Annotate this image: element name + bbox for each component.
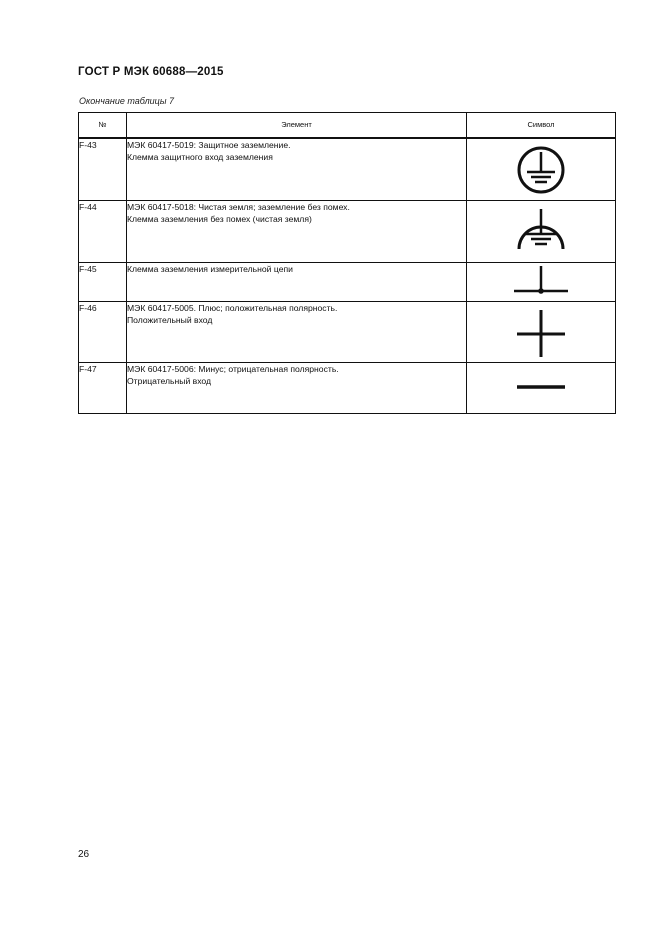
element-line: МЭК 60417-5019: Защитное заземление. [127,140,291,150]
row-element [127,201,467,263]
symbols-table [78,112,616,414]
element-line: Клемма заземления измерительной цепи [127,264,293,274]
protective-earth-icon [467,139,616,200]
element-line: Клемма заземления без помех (чистая земля) [127,214,312,224]
row-number: F-45 [79,263,127,302]
row-symbol [467,138,616,201]
document-header: ГОСТ Р МЭК 60688—2015 [78,66,224,78]
row-symbol [467,263,616,302]
element-line: МЭК 60417-5018: Чистая земля; заземление без помех. [127,202,350,212]
column-header-element: Элемент [127,113,467,139]
noiseless-earth-icon [467,201,616,262]
table-row [79,363,616,414]
minus-icon [467,363,616,413]
table-header-row [79,113,616,139]
table-row [79,138,616,201]
row-symbol [467,363,616,414]
row-symbol [467,302,616,363]
table-caption: Окончание таблицы 7 [79,96,174,106]
element-line: МЭК 60417-5006: Минус; отрицательная полярность. [127,364,339,374]
row-symbol [467,201,616,263]
element-line: МЭК 60417-5005. Плюс; положительная полярность. [127,303,338,313]
element-line: Отрицательный вход [127,376,212,386]
table-row [79,302,616,363]
element-line: Положительный вход [127,315,213,325]
row-number: F-44 [79,201,127,263]
row-element [127,363,467,414]
row-number: F-43 [79,138,127,201]
measurement-earth-icon [467,263,616,301]
row-number: F-47 [79,363,127,414]
element-line: Клемма защитного вход заземления [127,152,273,162]
column-header-symbol: Символ [467,113,616,139]
row-element [127,263,467,302]
table-row [79,263,616,302]
page-number: 26 [78,849,90,860]
row-element [127,138,467,201]
row-number: F-46 [79,302,127,363]
column-header-number: № [79,113,127,139]
plus-icon [467,302,616,362]
table-row [79,201,616,263]
row-element [127,302,467,363]
